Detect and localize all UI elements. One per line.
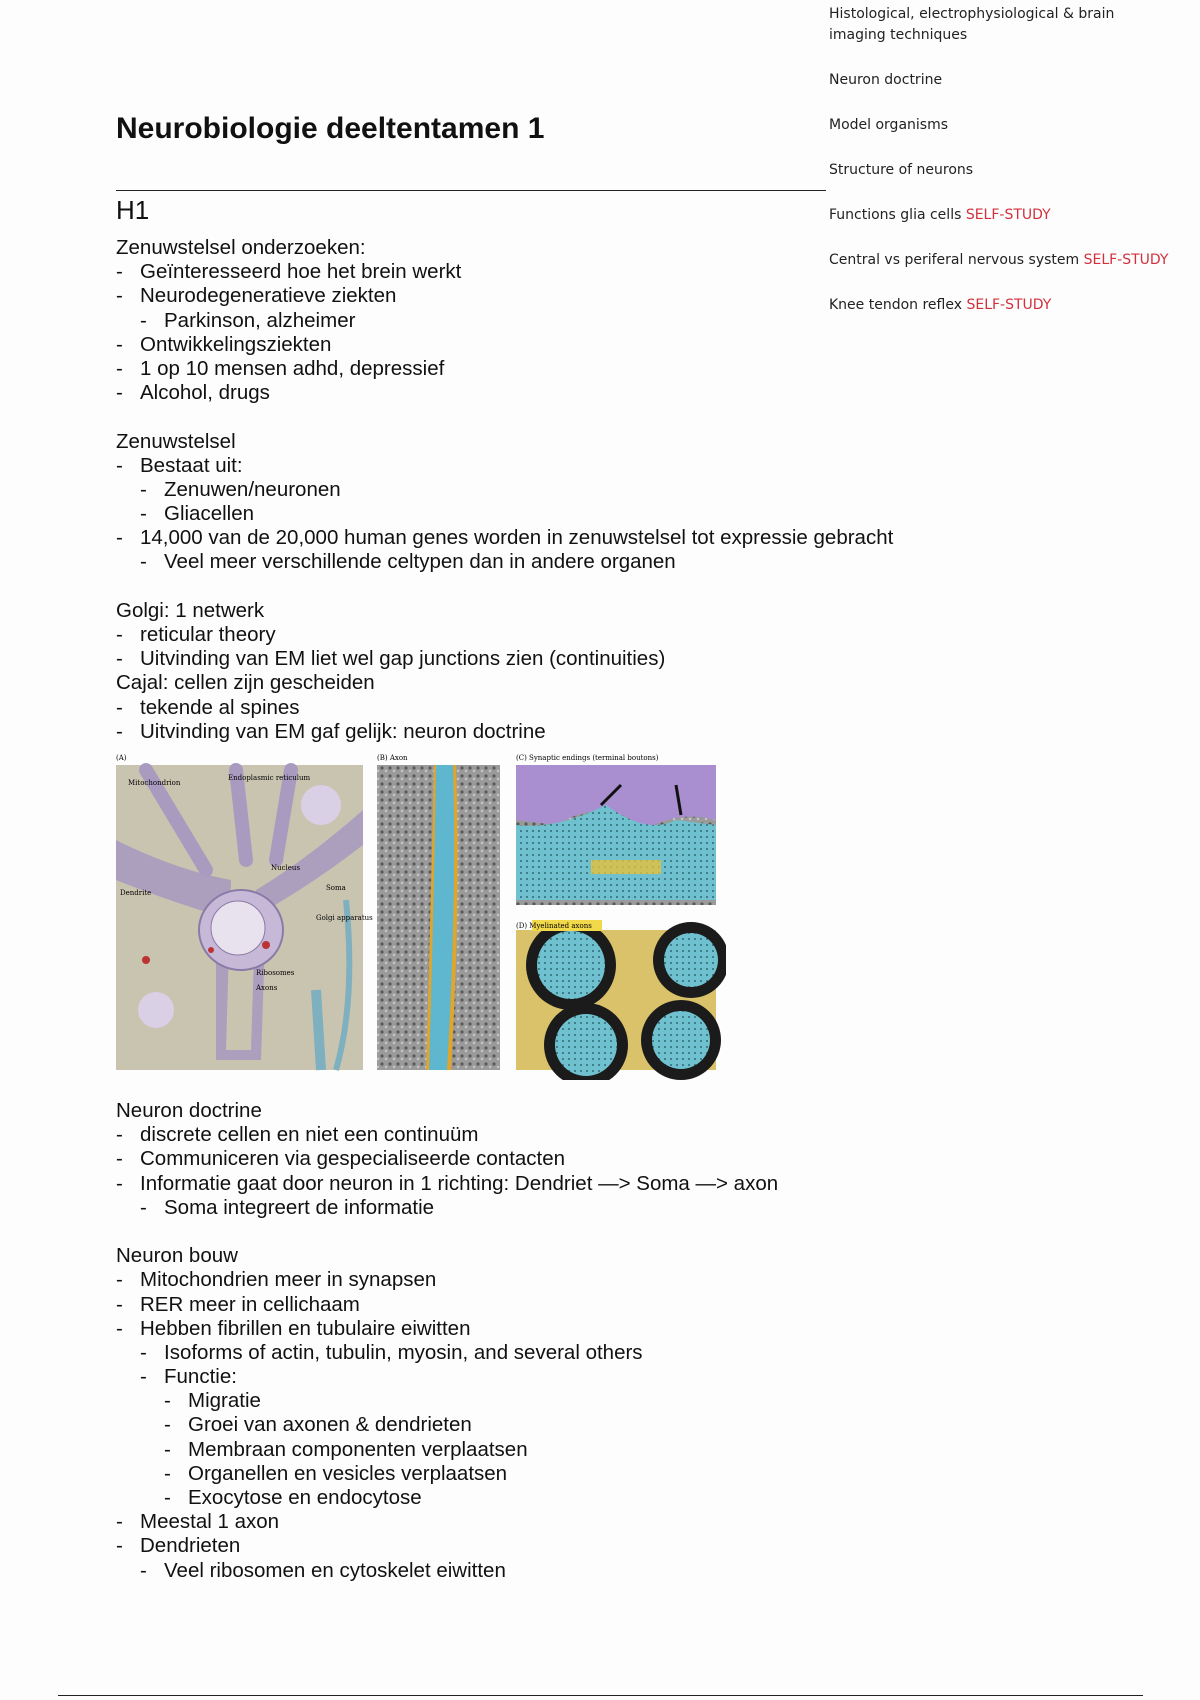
bullet-item: - Ontwikkelingsziekten: [116, 333, 893, 357]
page-bottom-rule: [58, 1695, 1143, 1696]
document-title: Neurobiologie deeltentamen 1: [116, 112, 545, 145]
title-divider: [116, 190, 826, 191]
bullet-item: - discrete cellen en niet een continuüm: [116, 1123, 778, 1147]
topic-item: Model organisms: [829, 117, 949, 133]
bullet-item: - Uitvinding van EM liet wel gap junctions zien (continuities): [116, 647, 893, 671]
topic-item: Central vs periferal nervous system SELF-STUDY: [829, 252, 1169, 268]
bullet-item: - Organellen en vesicles verplaatsen: [116, 1462, 778, 1486]
bullet-item: - Communiceren via gespecialiseerde contacten: [116, 1147, 778, 1171]
panel-b-axon-micrograph: [377, 765, 500, 1070]
bullet-item: - Hebben fibrillen en tubulaire eiwitten: [116, 1317, 778, 1341]
topic-item: Structure of neurons: [829, 162, 974, 178]
label-er: Endoplasmic reticulum: [228, 774, 311, 782]
bullet-item: - Gliacellen: [116, 502, 893, 526]
label-ribosomes: Ribosomes: [256, 969, 295, 977]
blank-line: [116, 1220, 778, 1244]
section-line: Zenuwstelsel onderzoeken:: [116, 236, 366, 259]
topic-item: Histological, electrophysiological & brain imaging techniques: [829, 6, 1115, 43]
blank-line: [116, 575, 893, 599]
bullet-item: - Mitochondrien meer in synapsen: [116, 1268, 778, 1292]
bullet-item: - Dendrieten: [116, 1534, 778, 1558]
bullet-item: - Neurodegeneratieve ziekten: [116, 284, 893, 308]
bullet-item: - Exocytose en endocytose: [116, 1486, 778, 1510]
bullet-item: - Veel meer verschillende celtypen dan in andere organen: [116, 550, 893, 574]
topic-item: Neuron doctrine: [829, 72, 943, 88]
bullet-item: - Informatie gaat door neuron in 1 richting: Dendriet —> Soma —> axon: [116, 1172, 778, 1196]
label-mitochondrion: Mitochondrion: [128, 779, 181, 787]
bullet-item: - Migratie: [116, 1389, 778, 1413]
neuron-figure: [116, 750, 726, 1080]
bullet-item: - Veel ribosomen en cytoskelet eiwitten: [116, 1559, 778, 1583]
bullet-item: - Uitvinding van EM gaf gelijk: neuron doctrine: [116, 720, 893, 744]
self-study-tag: SELF-STUDY: [1083, 252, 1169, 268]
section-line: Neuron doctrine: [116, 1099, 262, 1122]
bullet-item: - tekende al spines: [116, 696, 893, 720]
panel-d-myelinated-axons: [516, 920, 726, 1080]
notes-block-2: [116, 1099, 778, 1583]
section-line: Cajal: cellen zijn gescheiden: [116, 671, 375, 695]
chapter-heading: H1: [116, 195, 150, 225]
bullet-item: - Soma integreert de informatie: [116, 1196, 778, 1220]
bullet-item: - Membraan componenten verplaatsen: [116, 1438, 778, 1462]
label-axons: Axons: [256, 984, 278, 992]
notes-block-1: [116, 236, 893, 744]
topic-item: Knee tendon reflex SELF-STUDY: [829, 297, 1052, 313]
bullet-item: - Alcohol, drugs: [116, 381, 893, 405]
bullet-item: - RER meer in cellichaam: [116, 1293, 778, 1317]
label-soma: Soma: [326, 884, 346, 892]
bullet-item: - reticular theory: [116, 623, 893, 647]
bullet-item: - Bestaat uit:: [116, 454, 893, 478]
blank-line: [116, 405, 893, 429]
panel-d-label: (D) Myelinated axons: [516, 922, 592, 930]
panel-c-label: (C) Synaptic endings (terminal boutons): [516, 754, 659, 762]
section-line: Neuron bouw: [116, 1244, 238, 1268]
label-dendrite: Dendrite: [120, 889, 152, 897]
self-study-tag: SELF-STUDY: [965, 207, 1051, 223]
bullet-item: - Functie:: [116, 1365, 778, 1389]
bullet-item: - Parkinson, alzheimer: [116, 309, 893, 333]
panel-b-label: (B) Axon: [377, 754, 408, 762]
panel-c-synapse-micrograph: [516, 765, 716, 905]
bullet-item: - 14,000 van de 20,000 human genes worden in zenuwstelsel tot expressie gebracht: [116, 526, 893, 550]
bullet-item: - Zenuwen/neuronen: [116, 478, 893, 502]
bullet-item: - Groei van axonen & dendrieten: [116, 1413, 778, 1437]
topic-item: Functions glia cells SELF-STUDY: [829, 207, 1051, 223]
bullet-item: - Geïnteresseerd hoe het brein werkt: [116, 260, 893, 284]
bullet-item: - Meestal 1 axon: [116, 1510, 778, 1534]
bullet-item: - 1 op 10 mensen adhd, depressief: [116, 357, 893, 381]
section-line: Golgi: 1 netwerk: [116, 598, 265, 622]
label-nucleus: Nucleus: [271, 864, 301, 872]
section-line: Zenuwstelsel: [116, 429, 236, 453]
panel-a-label: (A): [116, 754, 127, 762]
self-study-tag: SELF-STUDY: [966, 297, 1052, 313]
bullet-item: - Isoforms of actin, tubulin, myosin, and several others: [116, 1341, 778, 1365]
label-golgi: Golgi apparatus: [316, 914, 373, 922]
